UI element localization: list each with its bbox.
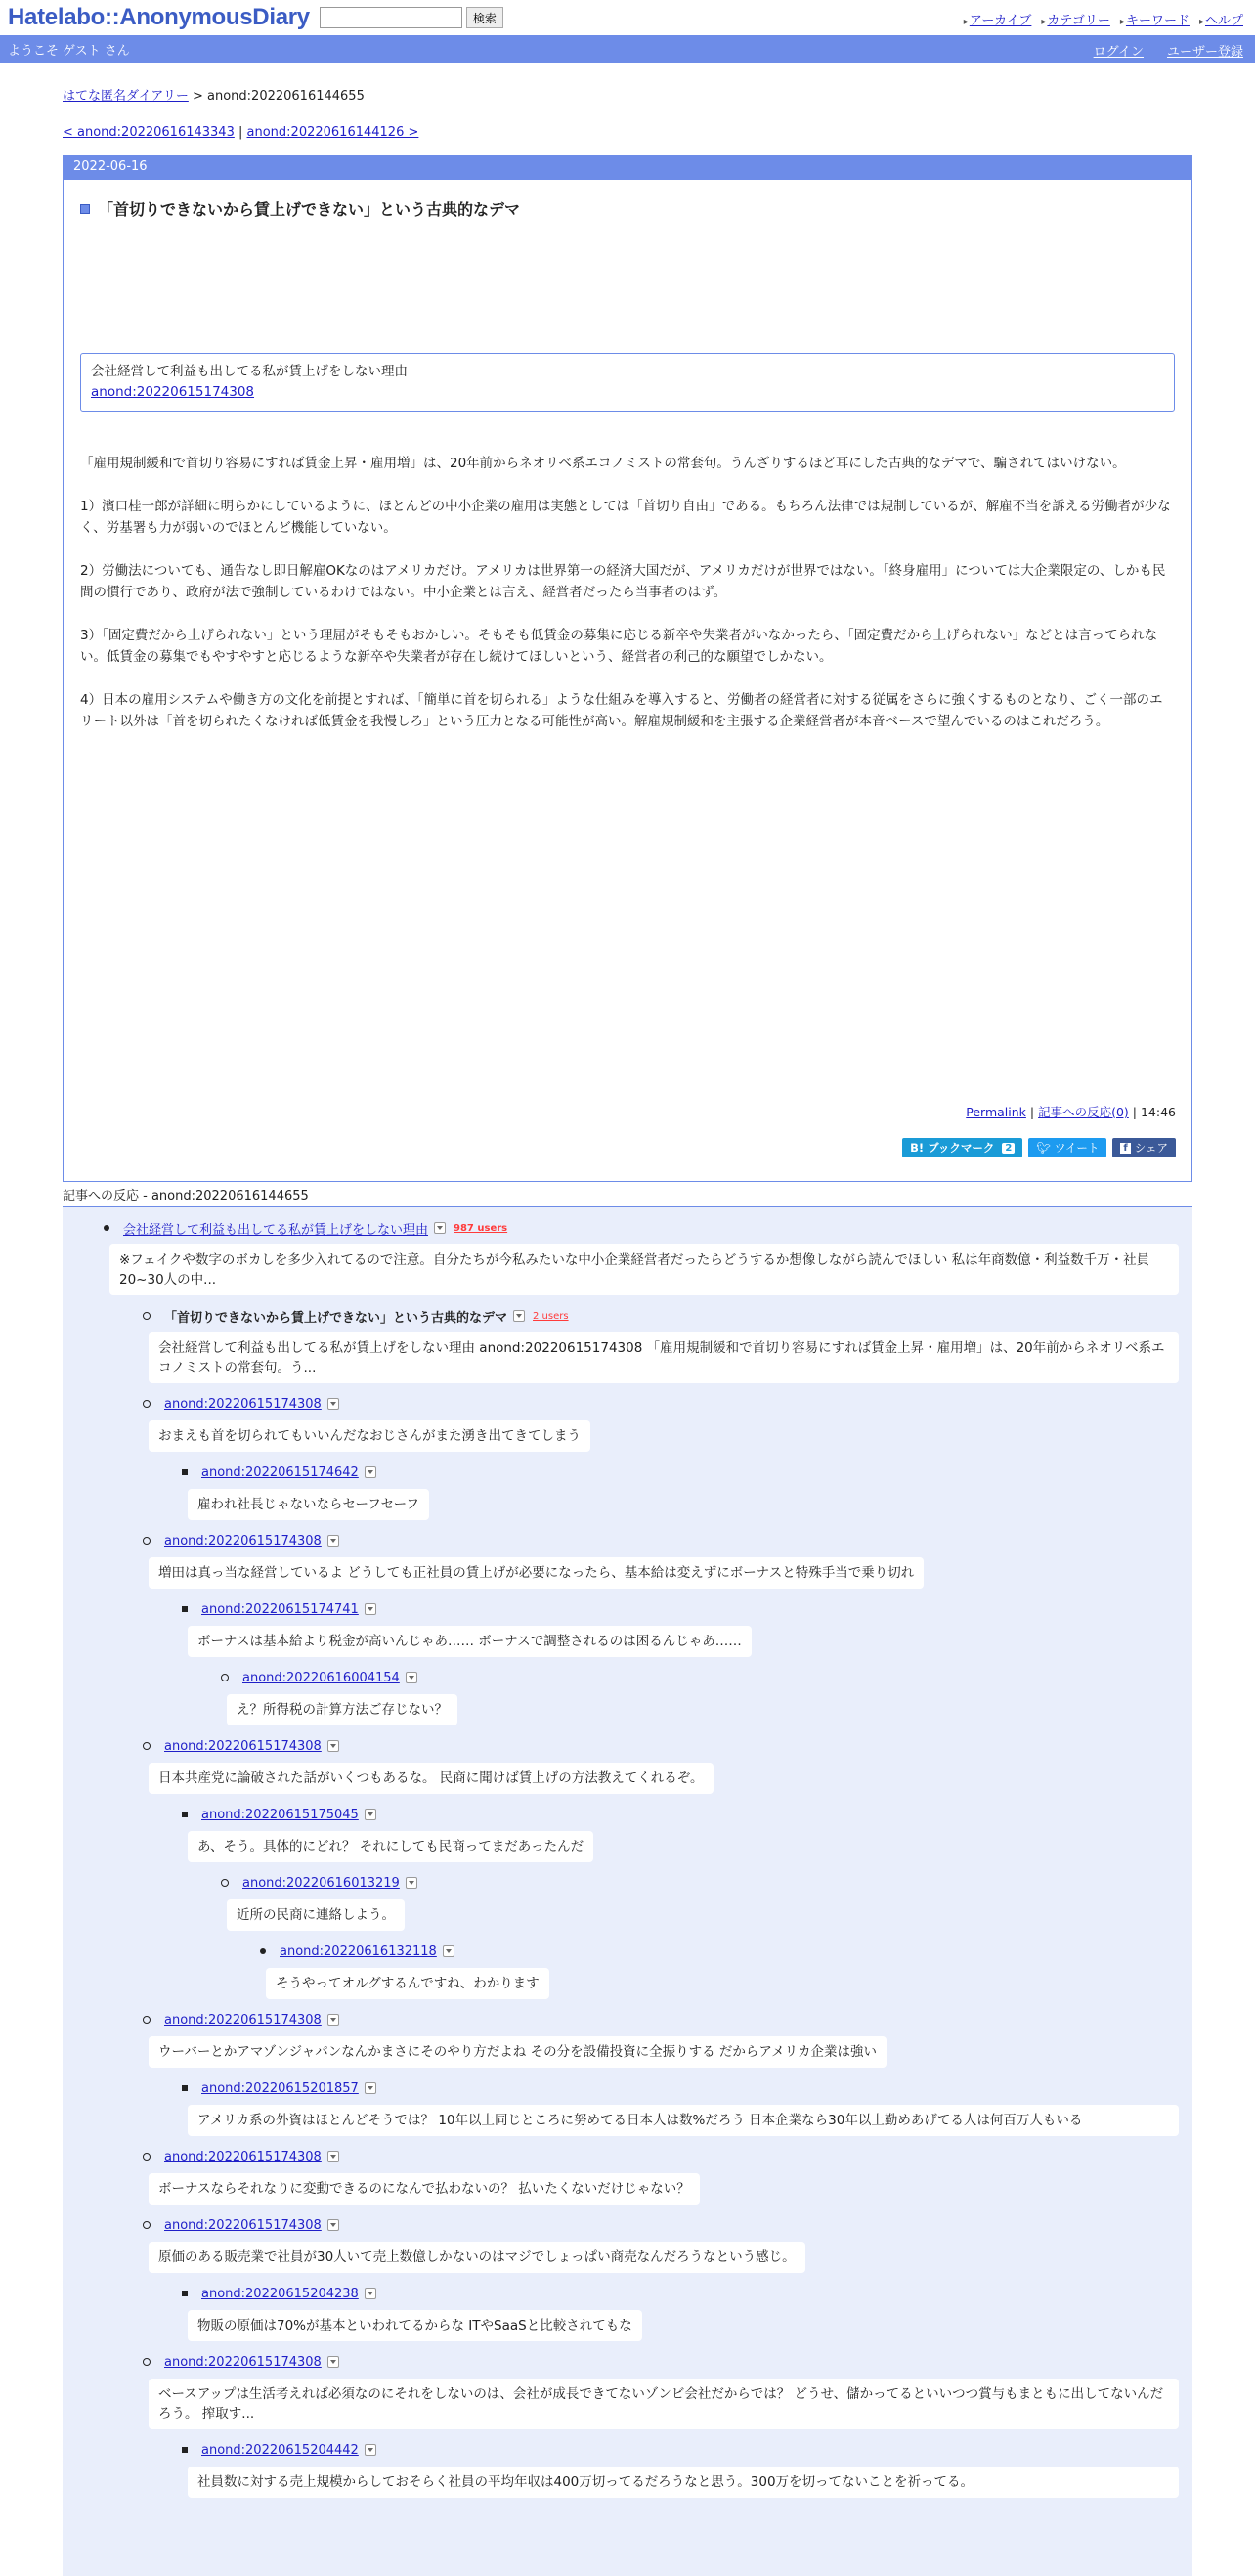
reaction-item xyxy=(63,1872,1192,1941)
reaction-header xyxy=(182,1804,1192,1825)
dropdown-toggle-icon[interactable] xyxy=(365,1466,376,1478)
reaction-header xyxy=(143,1530,1192,1551)
user-bar xyxy=(0,35,1255,63)
quote-title: 会社経営して利益も出してる私が賃上げをしない理由 xyxy=(91,364,408,379)
dropdown-toggle-icon[interactable] xyxy=(327,1740,339,1752)
reactions-header: 記事への反応 - anond:20220616144655 xyxy=(63,1185,1192,1207)
search-input[interactable] xyxy=(320,7,462,28)
reaction-item xyxy=(63,1598,1192,1667)
reaction-link[interactable]: 「首切りできないから賃上げできない」という古典的なデマ xyxy=(164,1310,508,1326)
reaction-item xyxy=(63,1735,1192,1804)
reaction-item xyxy=(63,2283,1192,2351)
login-link[interactable]: ログイン xyxy=(1093,45,1144,60)
reaction-item xyxy=(63,1941,1192,2009)
entry-date: 2022-06-16 xyxy=(64,156,1191,180)
reactions-tree xyxy=(63,1207,1192,2576)
reaction-excerpt: 増田は真っ当な経営しているよ どうしても正社員の賃上げが必要になったら、基本給は変えずにボーナスと特殊手当で乗り切れ xyxy=(149,1557,924,1589)
reaction-header xyxy=(104,1217,1192,1239)
tweet-label: ツイート xyxy=(1054,1141,1100,1155)
reaction-header xyxy=(182,1462,1192,1483)
dropdown-toggle-icon[interactable] xyxy=(365,2288,376,2299)
reaction-item xyxy=(63,1217,1192,1295)
reaction-excerpt: 社員数に対する売上規模からしておそらく社員の平均年収は400万切ってるだろうなと思う。300万を切ってないことを祈ってる。 xyxy=(188,2467,1179,2498)
reaction-excerpt: 物販の原価は70%が基本といわれてるからな ITやSaaSと比較されてもな xyxy=(188,2310,642,2341)
nav-keyword-link[interactable]: キーワード xyxy=(1125,14,1190,28)
reaction-item xyxy=(63,2009,1192,2077)
reaction-item xyxy=(63,2351,1192,2429)
hatena-bookmark-button[interactable] xyxy=(902,1138,1022,1157)
entry-time: 14:46 xyxy=(1140,1105,1176,1119)
reaction-item xyxy=(63,2077,1192,2136)
breadcrumb-current: anond:20220616144655 xyxy=(207,89,365,104)
dropdown-toggle-icon[interactable] xyxy=(443,1945,454,1957)
reaction-header xyxy=(143,1393,1192,1415)
reaction-link[interactable]: anond:20220615204238 xyxy=(201,2286,359,2301)
reaction-excerpt: そうやってオルグするんですね、わかります xyxy=(266,1968,549,1999)
reaction-excerpt: おまえも首を切られてもいいんだなおじさんがまた湧き出てきてしまう xyxy=(149,1420,590,1452)
bookmark-users-badge[interactable]: 987 users xyxy=(454,1222,508,1234)
chevron-right-icon: ▸ xyxy=(1041,17,1047,27)
quote-link[interactable]: anond:20220615174308 xyxy=(91,384,255,400)
reaction-link[interactable]: anond:20220615174642 xyxy=(201,1464,359,1480)
welcome-text: ようこそ ゲスト さん xyxy=(8,43,130,59)
body-paragraph: 4）日本の雇用システムや働き方の文化を前提とすれば、「簡単に首を切られる」ような仕組みを導入すると、労働者の経営者に対する従属をさらに強くするものとなり、ごく一部のエリート以外は「首を切られたくなければ低賃金を我慢しろ」という圧力となる可能性が高い。解雇規制緩和を主張する企業経営者が本音ベースで望んでいるのはこれだろう。 xyxy=(80,692,1163,729)
bookmark-count: 2 xyxy=(1002,1143,1015,1154)
reaction-item xyxy=(63,1393,1192,1462)
prev-next-nav xyxy=(63,125,1192,140)
breadcrumb-separator: > xyxy=(188,89,208,104)
nav-archive-link[interactable]: アーカイブ xyxy=(969,14,1032,28)
reaction-excerpt: ベースアップは生活考えれば必須なのにそれをしないのは、会社が成長できてないゾンビ会社だからでは？ どうせ、儲かってるといいつつ賞与もまともに出してないんだろう。 搾取す... xyxy=(149,2379,1179,2429)
top-nav xyxy=(964,10,1243,28)
reaction-link[interactable]: anond:20220616013219 xyxy=(242,1875,400,1891)
dropdown-toggle-icon[interactable] xyxy=(406,1877,417,1889)
dropdown-toggle-icon[interactable] xyxy=(327,2151,339,2162)
chevron-right-icon: ▸ xyxy=(963,17,969,27)
entry-footer: Permalink | 記事への反応(0) | 14:46 xyxy=(966,1105,1176,1119)
body-paragraph: 2）労働法についても、通告なし即日解雇OKなのはアメリカだけ。アメリカは世界第一の経済大国だが、アメリカだけが世界ではない。「終身雇用」については大企業限定の、しかも民間の慣行であり、政府が法で強制しているわけではない。中小企業とは言え、経営者だったら当事者のはず。 xyxy=(80,563,1166,600)
dropdown-toggle-icon[interactable] xyxy=(327,2014,339,2026)
reaction-header xyxy=(143,1735,1192,1757)
reaction-header xyxy=(143,1305,1192,1327)
chevron-right-icon: ▸ xyxy=(1198,17,1204,27)
reaction-excerpt: え？所得税の計算方法ご存じない？ xyxy=(227,1694,457,1725)
reaction-header xyxy=(221,1667,1192,1688)
reaction-excerpt: 会社経営して利益も出してる私が賃上げをしない理由 anond:20220615174308 「雇用規制緩和で首切り容易にすれば賃金上昇・雇用増」は、20年前からネオリベ系エコノミストの常套句。う... xyxy=(149,1332,1179,1383)
nav-category-link[interactable]: カテゴリー xyxy=(1047,14,1110,28)
next-entry-link[interactable]: anond:20220616144126 > xyxy=(246,125,419,140)
reaction-excerpt: アメリカ系の外資はほとんどそうでは？ 10年以上同じところに努めてる日本人は数%だろう 日本企業なら30年以上勤めあげてる人は何百万人もいる xyxy=(188,2105,1179,2136)
chevron-right-icon: ▸ xyxy=(1119,17,1125,27)
reaction-link[interactable]: anond:20220616132118 xyxy=(280,1943,437,1959)
dropdown-toggle-icon[interactable] xyxy=(327,1398,339,1410)
reaction-excerpt: ウーバーとかアマゾンジャパンなんかまさにそのやり方だよね その分を設備投資に全振りする だからアメリカ企業は強い xyxy=(149,2036,887,2068)
reaction-item xyxy=(63,2146,1192,2214)
reaction-excerpt: 日本共産党に論破された話がいくつもあるな。 民商に聞けば賃上げの方法教えてくれるぞ。 xyxy=(149,1763,714,1794)
reaction-link[interactable]: anond:20220615174308 xyxy=(164,2354,322,2370)
reaction-header xyxy=(182,2283,1192,2304)
reaction-link[interactable]: anond:20220615174308 xyxy=(164,1533,322,1549)
reaction-header xyxy=(182,1598,1192,1620)
reaction-item xyxy=(63,1305,1192,1383)
facebook-icon: f xyxy=(1120,1143,1130,1154)
reaction-header xyxy=(143,2009,1192,2030)
square-icon[interactable] xyxy=(80,204,90,214)
reaction-link[interactable]: anond:20220615174308 xyxy=(164,1738,322,1754)
reaction-excerpt: 近所の民商に連絡しよう。 xyxy=(227,1899,405,1931)
reaction-link[interactable]: anond:20220615174308 xyxy=(164,2217,322,2233)
dropdown-toggle-icon[interactable] xyxy=(406,1672,417,1683)
dropdown-toggle-icon[interactable] xyxy=(327,2219,339,2231)
dropdown-toggle-icon[interactable] xyxy=(365,1809,376,1820)
entry-box xyxy=(63,155,1192,1182)
dropdown-toggle-icon[interactable] xyxy=(365,2082,376,2094)
top-header xyxy=(0,0,1255,35)
bookmark-users-badge[interactable]: 2 users xyxy=(533,1310,569,1322)
reaction-link[interactable]: anond:20220615175045 xyxy=(201,1807,359,1822)
reaction-item xyxy=(63,2439,1192,2498)
nav-help-link[interactable]: ヘルプ xyxy=(1204,14,1243,28)
quote-box xyxy=(80,353,1175,412)
reaction-header xyxy=(143,2214,1192,2236)
reaction-excerpt: ボーナスならそれなりに変動できるのになんで払わないの？ 払いたくないだけじゃない？ xyxy=(149,2173,700,2205)
reaction-excerpt: ボーナスは基本給より税金が高いんじゃあ…… ボーナスで調整されるのは困るんじゃあ…… xyxy=(188,1626,752,1657)
dropdown-toggle-icon[interactable] xyxy=(327,1535,339,1547)
prev-next-separator: | xyxy=(234,125,247,140)
body-paragraph: 「雇用規制緩和で首切り容易にすれば賃金上昇・雇用増」は、20年前からネオリベ系エコノミストの常套句。うんざりするほど耳にした古典的なデマで、騙されてはいけない。 xyxy=(80,456,1126,471)
site-logo[interactable]: Hatelabo::AnonymousDiary xyxy=(8,4,310,30)
dropdown-toggle-icon[interactable] xyxy=(365,2444,376,2456)
reactions-count-link[interactable]: 記事への反応(0) xyxy=(1038,1105,1129,1119)
reaction-excerpt: あ、そう。具体的にどれ？ それにしても民商ってまだあったんだ xyxy=(188,1831,593,1862)
reaction-item xyxy=(63,1667,1192,1735)
reaction-link[interactable]: anond:20220615174741 xyxy=(201,1601,359,1617)
reaction-item xyxy=(63,1804,1192,1872)
reaction-item xyxy=(63,1530,1192,1598)
reaction-link[interactable]: anond:20220615174308 xyxy=(164,1396,322,1412)
reaction-excerpt: 原価のある販売業で社員が30人いて売上数億しかないのはマジでしょっぱい商売なんだろうなという感じ。 xyxy=(149,2242,805,2273)
entry-title xyxy=(80,197,1191,220)
register-link[interactable]: ユーザー登録 xyxy=(1166,45,1243,60)
dropdown-toggle-icon[interactable] xyxy=(434,1222,446,1234)
main-content xyxy=(0,85,1255,1207)
reaction-link[interactable]: anond:20220615204442 xyxy=(201,2442,359,2458)
search-button[interactable]: 検索 xyxy=(466,7,503,28)
entry-title-text: 「首切りできないから賃上げできない」という古典的なデマ xyxy=(98,200,521,219)
share-label: シェア xyxy=(1134,1141,1168,1155)
reaction-item xyxy=(63,2214,1192,2283)
reaction-link[interactable]: anond:20220615174308 xyxy=(164,2149,322,2164)
facebook-share-button[interactable] xyxy=(1112,1138,1176,1157)
dropdown-toggle-icon[interactable] xyxy=(365,1603,376,1615)
tweet-button[interactable] xyxy=(1028,1138,1106,1157)
reaction-header xyxy=(143,2351,1192,2373)
twitter-icon: 🐦︎ xyxy=(1036,1141,1051,1155)
dropdown-toggle-icon[interactable] xyxy=(327,2356,339,2368)
body-paragraph: 1）濱口桂一郎が詳細に明らかにしているように、ほとんどの中小企業の雇用は実態としては「首切り自由」である。もちろん法律では規制しているが、解雇不当を訴える労働者が少なく、労基署も力が弱いのでほとんど機能していない。 xyxy=(80,499,1171,536)
reaction-header xyxy=(221,1872,1192,1894)
body-paragraph: 3）「固定費だから上げられない」という理屈がそもそもおかしい。そもそも低賃金の募集に応じる新卒や失業者がいなかったら、「固定費だから上げられない」などとは言ってられない。低賃金の募集でもやすやすと応じるような新卒や失業者が存在し続けてほしいという、経営者の利己的な願望でしかない。 xyxy=(80,628,1158,665)
breadcrumb-home-link[interactable]: はてな匿名ダイアリー xyxy=(63,89,189,104)
reaction-link[interactable]: anond:20220616004154 xyxy=(242,1670,400,1685)
reaction-header xyxy=(182,2439,1192,2461)
reaction-excerpt: ※フェイクや数字のボカしを多少入れてるので注意。自分たちが今私みたいな中小企業経営者だったらどうするか想像しながら読んでほしい 私は年商数億・利益数千万・社員20~30人の中... xyxy=(109,1244,1179,1295)
reaction-header xyxy=(143,2146,1192,2167)
bookmark-label: B! ブックマーク xyxy=(910,1141,995,1155)
reaction-header xyxy=(260,1941,1192,1962)
reaction-excerpt: 雇われ社長じゃないならセーフセーフ xyxy=(188,1489,429,1520)
dropdown-toggle-icon[interactable] xyxy=(513,1310,525,1322)
prev-entry-link[interactable]: < anond:20220616143343 xyxy=(63,125,235,140)
reaction-link[interactable]: 会社経営して利益も出してる私が賃上げをしない理由 xyxy=(123,1222,429,1238)
reaction-link[interactable]: anond:20220615174308 xyxy=(164,2012,322,2028)
breadcrumb xyxy=(63,85,1192,104)
reaction-header xyxy=(182,2077,1192,2099)
share-buttons xyxy=(902,1138,1176,1157)
reaction-item xyxy=(63,1462,1192,1530)
permalink-link[interactable]: Permalink xyxy=(966,1105,1026,1119)
reaction-link[interactable]: anond:20220615201857 xyxy=(201,2080,359,2096)
